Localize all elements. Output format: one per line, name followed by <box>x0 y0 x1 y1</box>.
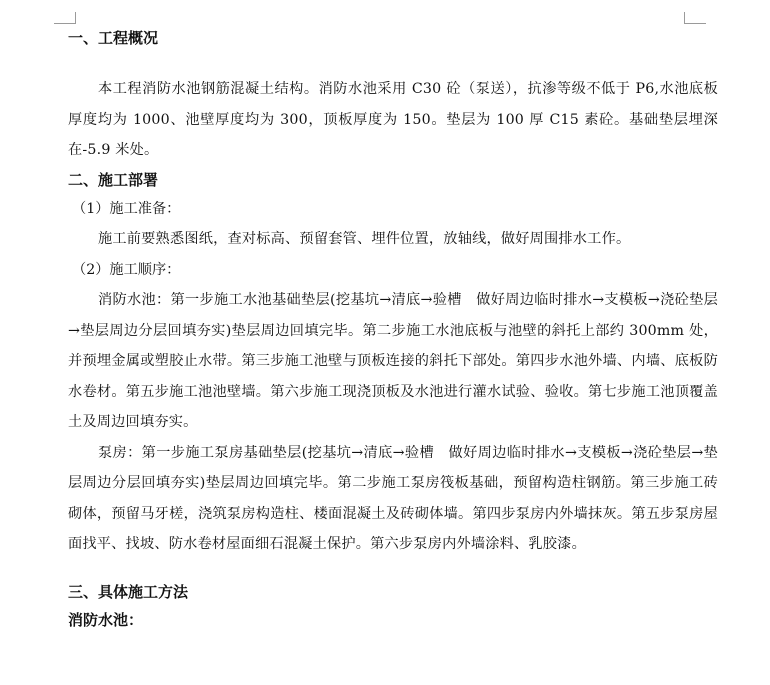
section-heading-methods: 三、具体施工方法 <box>68 582 189 601</box>
document-body <box>68 24 718 634</box>
paragraph-overview: 本工程消防水池钢筋混凝土结构。消防水池采用 C30 砼（泵送），抗渗等级不低于 P6,水池底板厚度均为 1000、池壁厚度均为 300，顶板厚度为 150。垫层为 100 厚 C15 素砼。基础垫层埋深在-5.9 米处。 <box>68 81 718 158</box>
subheading-fire-pool: 消防水池： <box>68 610 144 629</box>
subheading-preparation: （1）施工准备： <box>72 200 181 217</box>
section-heading-deployment: 二、施工部署 <box>68 170 159 189</box>
page-corner-mark-right <box>684 12 707 24</box>
page-corner-mark-left <box>53 12 76 24</box>
subheading-sequence: （2）施工顺序： <box>72 261 181 278</box>
section-heading-overview: 一、工程概况 <box>68 29 159 47</box>
paragraph-preparation: 施工前要熟悉图纸，查对标高、预留套管、埋件位置，放轴线，做好周围排水工作。 <box>98 231 631 247</box>
paragraph-pump-room-sequence: 泵房：第一步施工泵房基础垫层(挖基坑→清底→验槽 做好周边临时排水→支模板→浇砼垫层→垫层周边分层回填夯实)垫层周边回填完毕。第二步施工泵房筏板基础，预留构造柱钢筋。第三步施工砖砌体，预留马牙槎，浇筑泵房构造柱、楼面混凝土及砖砌体墙。第四步泵房内外墙抹灰。第五步泵房屋面找平、找坡、防水卷材屋面细石混凝土保护。第六步泵房内外墙涂料、乳胶漆。 <box>68 444 718 552</box>
paragraph-fire-pool-sequence: 消防水池：第一步施工水池基础垫层(挖基坑→清底→验槽 做好周边临时排水→支模板→浇砼垫层→垫层周边分层回填夯实)垫层周边回填完毕。第二步施工水池底板与池壁的斜托上部约 300mm 处，并预埋金属或塑胶止水带。第三步施工池壁与顶板连接的斜托下部处。第四步水池外墙、内墙、底板防水卷材。第五步施工池池壁墙。第六步施工现浇顶板及水池进行灌水试验、验收。第七步施工池顶覆盖土及周边回填夯实。 <box>68 292 718 430</box>
